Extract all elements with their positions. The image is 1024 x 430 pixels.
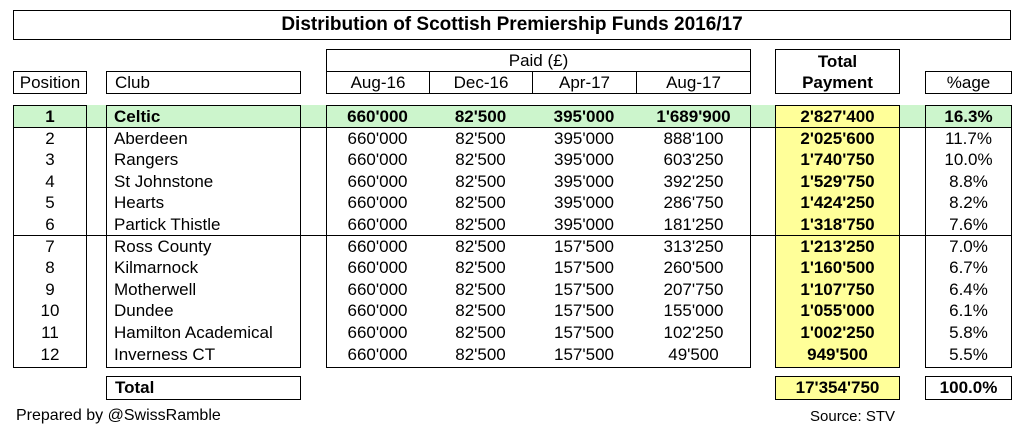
table-row xyxy=(0,322,1024,344)
cell-aug17: 260'500 xyxy=(663,258,724,278)
cell-position: 8 xyxy=(45,258,55,278)
cell-aug16: 660'000 xyxy=(347,279,408,299)
cell-aug17: 286'750 xyxy=(663,193,724,213)
header-aug16: Aug-16 xyxy=(326,71,430,94)
cell-position: 1 xyxy=(45,107,55,126)
cell-pct: 6.4% xyxy=(949,279,988,299)
cell-position: 5 xyxy=(45,193,55,213)
cell-position: 7 xyxy=(45,236,55,256)
header-club: Club xyxy=(106,71,301,94)
cell-total: 1'160'500 xyxy=(800,258,875,278)
cell-aug16: 660'000 xyxy=(347,301,408,321)
cell-apr17: 395'000 xyxy=(553,107,615,126)
cell-club: Aberdeen xyxy=(114,128,188,148)
cell-aug16: 660'000 xyxy=(347,344,408,364)
cell-pct: 8.2% xyxy=(949,193,988,213)
cell-dec16: 82'500 xyxy=(455,193,506,213)
cell-total: 2'827'400 xyxy=(800,107,875,126)
cell-position: 9 xyxy=(45,279,55,299)
cell-pct: 6.7% xyxy=(949,258,988,278)
cell-pct: 6.1% xyxy=(949,301,988,321)
grand-total: 17'354'750 xyxy=(775,376,900,400)
credit: Prepared by @SwissRamble xyxy=(16,407,221,424)
cell-apr17: 157'500 xyxy=(554,323,614,342)
cell-aug16: 660'000 xyxy=(347,258,408,278)
header-apr17: Apr-17 xyxy=(532,71,637,94)
cell-aug17: 207'750 xyxy=(663,279,724,299)
cell-apr17: 157'500 xyxy=(554,258,614,278)
table-row xyxy=(0,149,1024,171)
cell-aug16: 660'000 xyxy=(347,193,408,213)
header-pct: %age xyxy=(925,71,1012,94)
cell-pct: 7.6% xyxy=(949,215,988,234)
cell-apr17: 157'500 xyxy=(554,344,614,364)
cell-aug16: 660'000 xyxy=(347,236,408,256)
cell-dec16: 82'500 xyxy=(455,171,506,191)
paid-group-header: Paid (£) xyxy=(326,49,751,72)
header-dec16: Dec-16 xyxy=(429,71,533,94)
cell-position: 6 xyxy=(45,215,55,234)
table-row xyxy=(0,344,1024,366)
table-row xyxy=(0,236,1024,258)
cell-apr17: 157'500 xyxy=(554,301,614,321)
cell-position: 2 xyxy=(45,128,55,148)
table-row xyxy=(0,257,1024,279)
cell-total: 1'107'750 xyxy=(800,279,875,299)
header-total-line2: Payment xyxy=(802,73,873,92)
cell-dec16: 82'500 xyxy=(455,279,506,299)
cell-position: 3 xyxy=(45,150,55,170)
cell-total: 1'318'750 xyxy=(800,215,875,234)
header-position: Position xyxy=(13,71,87,94)
cell-aug16: 660'000 xyxy=(347,107,408,126)
cell-apr17: 395'000 xyxy=(554,171,614,191)
cell-club: Inverness CT xyxy=(114,344,216,364)
cell-club: Ross County xyxy=(114,236,212,256)
cell-total: 1'055'000 xyxy=(800,301,875,321)
cell-dec16: 82'500 xyxy=(455,258,506,278)
total-label-box: Total xyxy=(106,376,301,400)
cell-total: 949'500 xyxy=(807,344,868,364)
cell-total: 2'025'600 xyxy=(800,128,875,148)
cell-pct: 5.8% xyxy=(949,323,988,342)
cell-aug16: 660'000 xyxy=(347,128,408,148)
cell-apr17: 395'000 xyxy=(554,193,614,213)
header-total-line1: Total xyxy=(817,52,858,71)
table-row xyxy=(0,192,1024,214)
cell-aug17: 49'500 xyxy=(668,344,719,364)
cell-total: 1'213'250 xyxy=(800,236,875,256)
cell-club: Motherwell xyxy=(114,279,197,299)
cell-position: 10 xyxy=(40,301,60,321)
cell-club: Partick Thistle xyxy=(114,215,221,234)
chart-title: Distribution of Scottish Premiership Funds 2016/17 xyxy=(13,10,1011,40)
table-row xyxy=(0,300,1024,322)
cell-pct: 7.0% xyxy=(949,236,988,256)
source: Source: STV xyxy=(810,408,896,425)
header-aug17: Aug-17 xyxy=(636,71,751,94)
cell-aug16: 660'000 xyxy=(347,323,408,342)
cell-dec16: 82'500 xyxy=(455,215,506,234)
cell-aug16: 660'000 xyxy=(347,150,408,170)
cell-dec16: 82'500 xyxy=(454,107,507,126)
cell-aug17: 102'250 xyxy=(663,323,724,342)
cell-pct: 8.8% xyxy=(949,171,988,191)
cell-dec16: 82'500 xyxy=(455,301,506,321)
cell-club: Celtic xyxy=(114,107,161,126)
cell-pct: 16.3% xyxy=(944,107,993,126)
grand-pct: 100.0% xyxy=(925,376,1012,400)
cell-dec16: 82'500 xyxy=(455,150,506,170)
table-row xyxy=(0,279,1024,301)
cell-club: St Johnstone xyxy=(114,171,214,191)
cell-dec16: 82'500 xyxy=(455,236,506,256)
cell-position: 12 xyxy=(40,344,60,364)
cell-aug17: 313'250 xyxy=(663,236,724,256)
cell-total: 1'740'750 xyxy=(800,150,875,170)
table-row xyxy=(0,128,1024,150)
cell-total: 1'002'250 xyxy=(800,323,875,342)
cell-aug16: 660'000 xyxy=(347,171,408,191)
cell-pct: 5.5% xyxy=(949,344,988,364)
cell-pct: 11.7% xyxy=(945,128,992,148)
cell-apr17: 395'000 xyxy=(554,150,614,170)
cell-total: 1'424'250 xyxy=(800,193,875,213)
cell-apr17: 395'000 xyxy=(554,128,614,148)
cell-club: Kilmarnock xyxy=(114,258,199,278)
cell-position: 11 xyxy=(41,323,59,342)
cell-apr17: 157'500 xyxy=(554,279,614,299)
cell-position: 4 xyxy=(45,171,55,191)
table-row xyxy=(0,214,1024,236)
cell-aug17: 603'250 xyxy=(663,150,724,170)
cell-aug17: 888'100 xyxy=(663,128,724,148)
cell-aug17: 1'689'900 xyxy=(656,107,731,126)
cell-aug17: 155'000 xyxy=(663,301,724,321)
cell-total: 1'529'750 xyxy=(800,171,875,191)
cell-club: Rangers xyxy=(114,150,179,170)
cell-club: Hamilton Academical xyxy=(114,323,273,342)
cell-aug16: 660'000 xyxy=(347,215,408,234)
cell-apr17: 395'000 xyxy=(554,215,614,234)
cell-dec16: 82'500 xyxy=(455,344,506,364)
cell-club: Hearts xyxy=(114,193,165,213)
cell-club: Dundee xyxy=(114,301,174,321)
cell-dec16: 82'500 xyxy=(455,128,506,148)
cell-apr17: 157'500 xyxy=(554,236,614,256)
table-row xyxy=(0,106,1024,128)
cell-aug17: 181'250 xyxy=(663,215,724,234)
header-total-payment xyxy=(775,49,900,94)
cell-dec16: 82'500 xyxy=(455,323,506,342)
cell-aug17: 392'250 xyxy=(663,171,724,191)
cell-pct: 10.0% xyxy=(944,150,993,170)
table-row xyxy=(0,171,1024,193)
